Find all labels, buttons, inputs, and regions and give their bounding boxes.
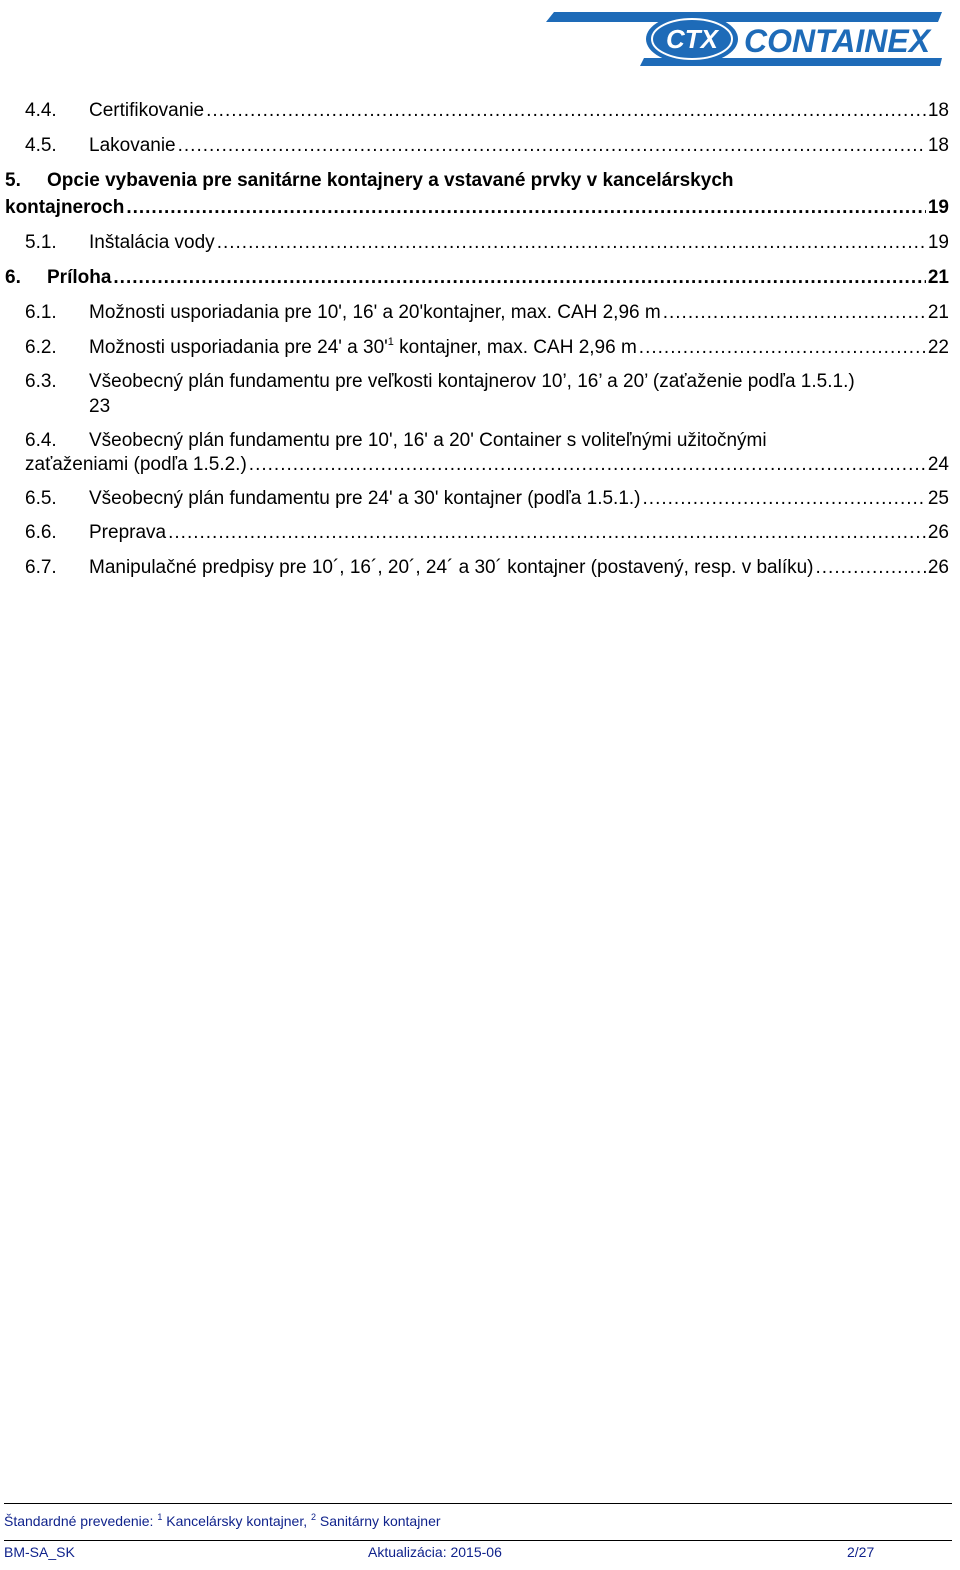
toc-page: 18 <box>927 135 949 156</box>
footer-divider <box>4 1540 952 1541</box>
toc-title: Všeobecný plán fundamentu pre 24' a 30' kontajner (podľa 1.5.1.) <box>89 488 641 509</box>
toc-entry-5-line2[interactable] <box>5 196 949 220</box>
leader-dots <box>206 99 926 123</box>
footnote-text <box>4 1513 441 1529</box>
footnote-marker: 1 <box>387 336 394 348</box>
toc-page: 25 <box>927 488 949 509</box>
toc-entry-5-line1[interactable] <box>5 169 734 193</box>
toc-entry-4-5[interactable] <box>25 134 949 158</box>
toc-page: 24 <box>927 454 949 475</box>
toc-entry-4-4[interactable] <box>25 99 949 123</box>
toc-entry-6-1[interactable] <box>25 301 949 325</box>
footnote-prefix: Štandardné prevedenie: <box>4 1513 158 1529</box>
table-of-contents <box>0 0 960 600</box>
toc-number: 6.1. <box>25 302 57 323</box>
footnote-marker-1: 1 <box>157 1512 163 1522</box>
toc-number: 5.1. <box>25 232 57 253</box>
toc-page: 18 <box>927 100 949 121</box>
leader-dots <box>168 521 926 545</box>
toc-title-continued: kontajneroch <box>5 197 125 218</box>
toc-page: 19 <box>927 232 949 253</box>
footnote-sanitary: Sanitárny kontajner <box>316 1513 441 1529</box>
leader-dots <box>643 487 926 511</box>
toc-title: Príloha <box>47 267 112 288</box>
leader-dots <box>178 134 926 158</box>
toc-entry-6-6[interactable] <box>25 521 949 545</box>
leader-dots <box>663 301 926 325</box>
toc-page: 21 <box>927 302 949 323</box>
footnote-office: Kancelársky kontajner, <box>162 1513 311 1529</box>
toc-page: 22 <box>927 337 949 358</box>
leader-dots <box>126 196 926 220</box>
update-date: Aktualizácia: 2015-06 <box>368 1544 502 1560</box>
toc-title: Lakovanie <box>89 135 176 156</box>
toc-entry-6[interactable] <box>5 266 949 290</box>
toc-entry-6-3[interactable] <box>25 370 855 394</box>
page-number: 2/27 <box>847 1544 875 1560</box>
toc-title: Všeobecný plán fundamentu pre 10', 16' a 20' Container s voliteľnými užitočnými <box>89 430 767 451</box>
toc-title-continued: zaťaženiami (podľa 1.5.2.) <box>25 454 247 475</box>
leader-dots <box>639 336 926 360</box>
toc-number: 4.5. <box>25 135 57 156</box>
toc-page: 26 <box>927 522 949 543</box>
svg-text:CTX: CTX <box>666 24 718 54</box>
leader-dots <box>249 453 926 477</box>
leader-dots <box>113 266 925 290</box>
footnote-marker-2: 2 <box>311 1512 317 1522</box>
toc-entry-6-4-line2[interactable] <box>25 453 949 477</box>
toc-number: 6.3. <box>25 371 57 392</box>
toc-number: 4.4. <box>25 100 57 121</box>
toc-page: 21 <box>927 267 949 288</box>
toc-entry-6-2[interactable] <box>25 336 949 360</box>
toc-title: Manipulačné predpisy pre 10´, 16´, 20´, 24´ a 30´ kontajner (postavený, resp. v balíku) <box>89 557 814 578</box>
toc-title-rest: kontajner, max. CAH 2,96 m <box>393 337 637 358</box>
toc-title: Preprava <box>89 522 167 543</box>
toc-entry-6-7[interactable] <box>25 556 949 580</box>
doc-code: BM-SA_SK <box>4 1544 75 1560</box>
toc-number: 6.7. <box>25 557 57 578</box>
svg-text:CONTAINEX: CONTAINEX <box>744 23 931 59</box>
toc-page-6-3: 23 <box>89 396 111 417</box>
toc-number: 5. <box>5 170 21 191</box>
toc-entry-6-4-line1[interactable] <box>25 429 767 453</box>
toc-entry-5-1[interactable] <box>25 231 949 255</box>
toc-title: Opcie vybavenia pre sanitárne kontajnery a vstavané prvky v kancelárskych <box>47 170 734 191</box>
footnote-divider <box>4 1503 952 1504</box>
toc-number: 6.4. <box>25 430 57 451</box>
toc-number: 6.6. <box>25 522 57 543</box>
toc-page: 26 <box>927 557 949 578</box>
toc-title: Možnosti usporiadania pre 24' a 30' <box>89 337 388 358</box>
toc-entry-6-5[interactable] <box>25 487 949 511</box>
toc-number: 6.5. <box>25 488 57 509</box>
toc-number: 6.2. <box>25 337 57 358</box>
toc-title: Inštalácia vody <box>89 232 215 253</box>
leader-dots <box>816 556 926 580</box>
toc-page: 19 <box>927 197 949 218</box>
toc-title: Všeobecný plán fundamentu pre veľkosti kontajnerov 10’, 16’ a 20’ (zaťaženie podľa 1.5.1.) <box>89 371 855 392</box>
toc-title: Certifikovanie <box>89 100 205 121</box>
toc-number: 6. <box>5 267 21 288</box>
toc-title: Možnosti usporiadania pre 10', 16' a 20'kontajner, max. CAH 2,96 m <box>89 302 661 323</box>
leader-dots <box>217 231 926 255</box>
